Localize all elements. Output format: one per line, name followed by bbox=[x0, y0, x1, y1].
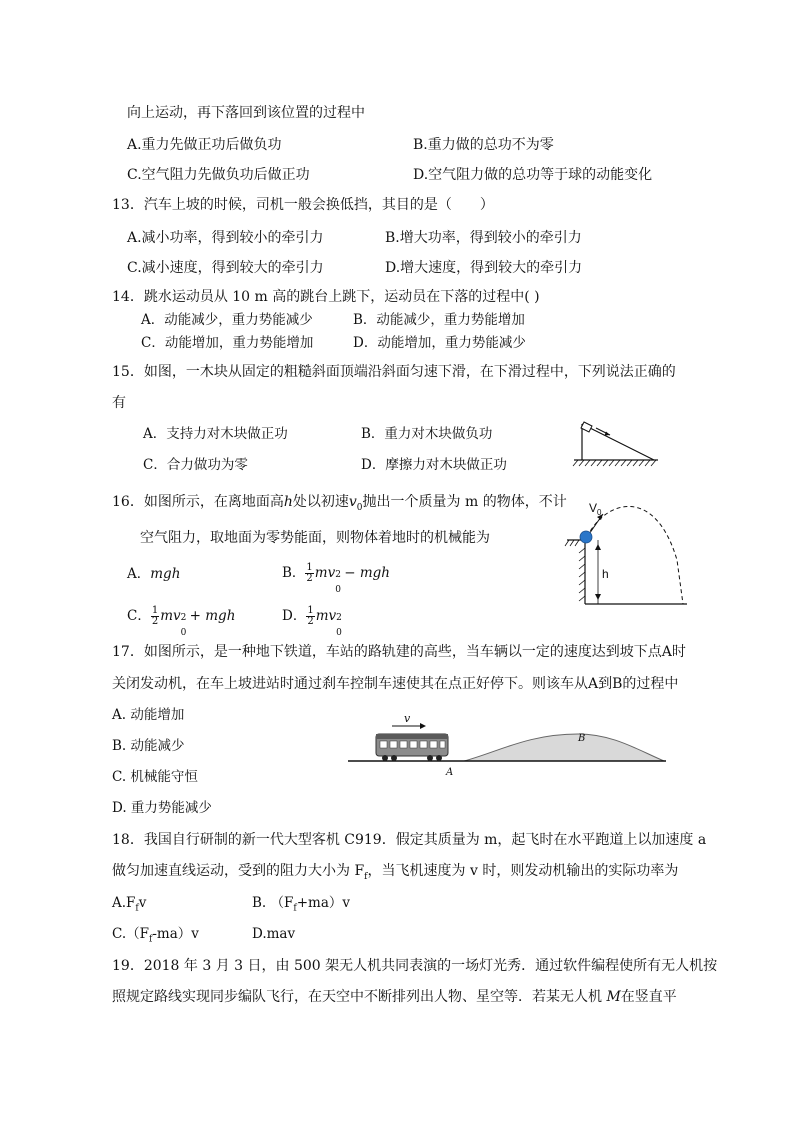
q16-projectile-figure bbox=[565, 490, 690, 615]
q17-figure-b-label: B bbox=[578, 733, 586, 744]
q13-option-b: B.增大功率，得到较小的牵引力 bbox=[385, 230, 582, 246]
q16-figure-h-label: h bbox=[602, 567, 609, 581]
q17-option-d: D. 重力势能减少 bbox=[112, 800, 212, 816]
q12-option-b: B.重力做的总功不为零 bbox=[413, 137, 554, 153]
q16-stem-line2: 空气阻力，取地面为零势能面，则物体着地时的机械能为 bbox=[140, 530, 490, 546]
q16-stem-h: h bbox=[283, 494, 293, 510]
q18-stem-line2: 做匀加速直线运动，受到的阻力大小为 $F_f$，当飞机速度为 v 时，则发动机输出的实际功率为 bbox=[112, 863, 679, 882]
q12-option-c: C.空气阻力先做负功后做正功 bbox=[127, 167, 310, 183]
q18-option-d: D.mav bbox=[252, 926, 296, 942]
q16-stem-line1: 16．如图所示，在离地面高h处以初速$v_0$抛出一个质量为 m 的物体，不计 bbox=[112, 494, 567, 513]
q19-stem-line2: 照规定路线实现同步编队飞行，在天空中不断排列出人物、星空等．若某无人机 M在竖直平 bbox=[112, 989, 677, 1005]
q18-option-b: B. $(F_f+ma)v$ bbox=[252, 895, 351, 914]
q13-option-d: D.增大速度，得到较大的牵引力 bbox=[385, 260, 583, 276]
q15-incline-figure bbox=[568, 414, 660, 472]
q17-option-a: A. 动能增加 bbox=[112, 707, 185, 723]
q12-option-a: A.重力先做正功后做负功 bbox=[127, 137, 282, 153]
q15-stem-line1: 15．如图，一木块从固定的粗糙斜面顶端沿斜面匀速下滑，在下滑过程中，下列说法正确的 bbox=[112, 364, 676, 380]
q15-option-a: A．支持力对木块做正功 bbox=[143, 426, 288, 442]
q17-subway-figure bbox=[348, 712, 666, 778]
q17-figure-v-label: v bbox=[404, 712, 411, 725]
q17-option-b: B. 动能减少 bbox=[112, 738, 185, 754]
q16-figure-v0-label: $V_0$ bbox=[589, 501, 602, 517]
q14-option-c: C．动能增加，重力势能增加 bbox=[141, 335, 314, 351]
q18-stem-line1: 18．我国自行研制的新一代大型客机 C919．假定其质量为 m，起飞时在水平跑道上以加速度 a bbox=[112, 832, 707, 848]
q16-option-d: D． $\frac{1}{2}$ mv 2 0 bbox=[282, 605, 342, 638]
q13-option-c: C.减小速度，得到较大的牵引力 bbox=[127, 260, 324, 276]
q12-stem-continuation: 向上运动，再下落回到该位置的过程中 bbox=[127, 105, 365, 121]
q15-option-c: C．合力做功为零 bbox=[143, 457, 248, 473]
q14-option-a: A．动能减少，重力势能减少 bbox=[141, 312, 313, 328]
q14-option-d: D．动能增加，重力势能减少 bbox=[353, 335, 526, 351]
q15-option-d: D．摩擦力对木块做正功 bbox=[361, 457, 507, 473]
q16-option-a: A．mgh bbox=[127, 566, 181, 582]
q13-stem: 13．汽车上坡的时候，司机一般会换低挡，其目的是（ ） bbox=[112, 197, 494, 213]
q12-option-d: D.空气阻力做的总功等于球的动能变化 bbox=[413, 167, 653, 183]
q17-figure-a-label: A bbox=[446, 767, 454, 778]
q17-option-c: C. 机械能守恒 bbox=[112, 769, 198, 785]
q14-option-b: B．动能减少，重力势能增加 bbox=[353, 312, 525, 328]
q16-option-b: B． $\frac{1}{2}$ mv 2 0 − mgh bbox=[282, 562, 390, 595]
q13-option-a: A.减小功率，得到较小的牵引力 bbox=[127, 230, 324, 246]
q14-stem: 14．跳水运动员从 10 m 高的跳台上跳下，运动员在下落的过程中( ) bbox=[112, 289, 540, 305]
q16-option-c: C． $\frac{1}{2}$ mv 2 0 + mgh bbox=[127, 605, 236, 638]
q17-stem-line1: 17．如图所示，是一种地下铁道，车站的路轨建的高些，当车辆以一定的速度达到坡下点A时 bbox=[112, 644, 686, 660]
q15-option-b: B．重力对木块做负功 bbox=[361, 426, 493, 442]
q15-stem-line2: 有 bbox=[112, 395, 126, 411]
q17-stem-line2: 关闭发动机，在车上坡进站时通过刹车控制车速使其在点正好停下。则该车从A到B的过程中 bbox=[112, 676, 679, 692]
q19-stem-line1: 19．2018 年 3 月 3 日，由 500 架无人机共同表演的一场灯光秀．通过软件编程使所有无人机按 bbox=[112, 958, 718, 974]
q18-option-a: $A.F_fv$ bbox=[112, 895, 147, 914]
q18-option-c: $C.(F_f-ma)v$ bbox=[112, 926, 199, 945]
